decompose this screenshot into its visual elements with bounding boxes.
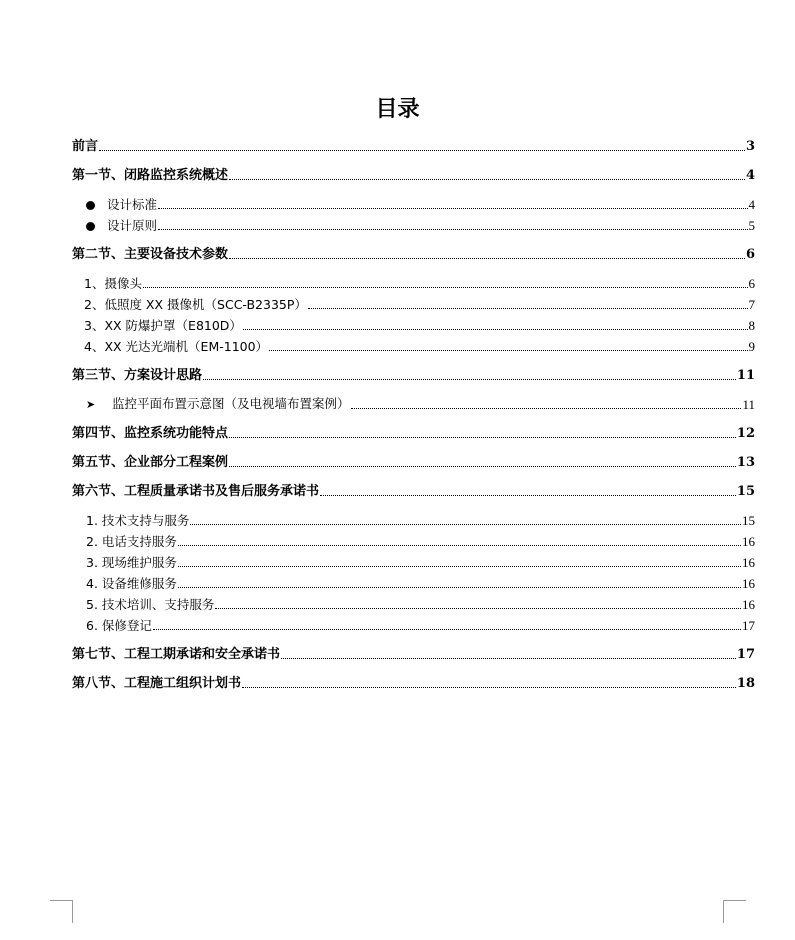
dot-leader	[242, 686, 736, 688]
toc-title: 目录	[375, 97, 420, 122]
toc-page-number: 15	[742, 513, 755, 528]
toc-subsection-entry[interactable]	[86, 194, 755, 215]
toc-page-number: 15	[736, 484, 755, 499]
toc-page-number: 17	[736, 647, 755, 662]
toc-page-number: 7	[748, 297, 755, 312]
toc-subsection-entry[interactable]	[84, 336, 755, 357]
toc-entry-label	[72, 452, 228, 473]
toc-page-number: 16	[742, 534, 755, 549]
toc-subsection-entry[interactable]	[86, 531, 755, 552]
toc-entry-text: 第三节、方案设计思路	[72, 368, 203, 383]
toc-subsection-entry[interactable]	[86, 510, 755, 531]
toc-entry-label	[84, 294, 307, 315]
toc-page-number: 12	[736, 426, 755, 441]
toc-section-entry[interactable]	[72, 423, 755, 444]
toc-entry-text: 第七节、工程工期承诺和安全承诺书	[72, 647, 281, 662]
toc-entry-label	[86, 594, 214, 615]
dot-leader	[281, 657, 736, 659]
toc-page-number: 11	[736, 368, 755, 383]
dot-leader	[229, 436, 736, 438]
toc-entry-label	[72, 644, 280, 665]
toc-entry-text: 第四节、监控系统功能特点	[72, 426, 229, 441]
toc-section-entry[interactable]	[72, 673, 755, 694]
dot-leader	[178, 565, 741, 567]
toc-entry-text: 监控平面布置示意图（及电视墙布置案例）	[112, 396, 350, 411]
toc-entry-label	[86, 510, 189, 531]
toc-subsection-entry[interactable]	[84, 315, 755, 336]
dot-leader	[308, 307, 748, 309]
toc-entry-text: 前言	[72, 139, 99, 154]
toc-page-number: 11	[742, 397, 755, 412]
dot-leader	[243, 328, 748, 330]
toc-entry-label	[86, 615, 152, 636]
toc-subsection-entry[interactable]	[86, 594, 755, 615]
toc-subsection-entry[interactable]	[86, 215, 755, 236]
toc-section-entry[interactable]	[72, 481, 755, 502]
toc-entry-text: 3、XX 防爆护罩（E810D）	[84, 318, 242, 333]
toc-entry-text: 3. 现场维护服务	[86, 555, 177, 570]
toc-page-number: 6	[748, 276, 755, 291]
toc-entry-label	[72, 365, 202, 386]
dot-leader	[229, 257, 745, 259]
toc-page-number: 16	[742, 555, 755, 570]
dot-leader	[351, 407, 742, 409]
toc-entry-label	[86, 194, 157, 215]
toc-entry-label	[72, 165, 228, 186]
toc-entry-label	[86, 552, 177, 573]
toc-entry-label	[72, 244, 228, 265]
toc-page-number: 13	[736, 455, 755, 470]
toc-entry-text: 第一节、闭路监控系统概述	[72, 168, 229, 183]
dot-leader	[153, 628, 741, 630]
dot-leader	[143, 286, 748, 288]
toc-subsection-entry[interactable]	[84, 294, 755, 315]
toc-entry-label	[86, 531, 177, 552]
dot-leader	[158, 228, 747, 230]
toc-page-number: 16	[742, 576, 755, 591]
toc-entry-label	[86, 573, 177, 594]
toc-section-entry[interactable]	[72, 165, 755, 186]
toc-page-number: 6	[745, 247, 755, 262]
toc-section-entry[interactable]	[72, 452, 755, 473]
toc-entry-text: 4、XX 光达光端机（EM-1100）	[84, 339, 269, 354]
toc-entry-text: 5. 技术培训、支持服务	[86, 597, 215, 612]
toc-page-number: 3	[745, 139, 755, 154]
toc-entry-text: 设计原则	[107, 218, 158, 233]
toc-section-entry[interactable]	[72, 136, 755, 157]
dot-leader	[203, 378, 736, 380]
toc-entry-label	[84, 336, 268, 357]
toc-entry-label	[72, 136, 98, 157]
bullet-icon	[86, 222, 95, 231]
toc-page-number: 4	[745, 168, 755, 183]
toc-entry-label	[86, 215, 157, 236]
toc-entry-text: 第五节、企业部分工程案例	[72, 455, 229, 470]
toc-section-entry[interactable]	[72, 244, 755, 265]
toc-entry-label	[86, 393, 350, 415]
dot-leader	[229, 178, 745, 180]
toc-entry-text: 第二节、主要设备技术参数	[72, 247, 229, 262]
dot-leader	[99, 149, 745, 151]
dot-leader	[269, 349, 747, 351]
toc-page-number: 18	[736, 676, 755, 691]
toc-page-number: 17	[742, 618, 755, 633]
toc-entry-label	[72, 673, 241, 694]
toc-section-entry[interactable]	[72, 644, 755, 665]
toc-subsection-entry[interactable]	[84, 273, 755, 294]
toc-entry-text: 第六节、工程质量承诺书及售后服务承诺书	[72, 484, 320, 499]
bullet-icon	[86, 201, 95, 210]
toc-page-number: 16	[742, 597, 755, 612]
dot-leader	[178, 544, 741, 546]
toc-entry-text: 4. 设备维修服务	[86, 576, 177, 591]
toc-entry-text: 1. 技术支持与服务	[86, 513, 190, 528]
toc-entry-text: 1、摄像头	[84, 276, 142, 291]
toc-entry-label	[84, 315, 242, 336]
toc-entry-text: 设计标准	[107, 197, 158, 212]
arrow-bullet-icon: ➤	[86, 398, 96, 411]
dot-leader	[215, 607, 741, 609]
toc-page-number: 5	[748, 218, 755, 233]
toc-entry-text: 6. 保修登记	[86, 618, 152, 633]
dot-leader	[229, 465, 736, 467]
toc-entry-text: 第八节、工程施工组织计划书	[72, 676, 242, 691]
toc-page-number: 9	[748, 339, 755, 354]
toc-entry-label	[72, 423, 228, 444]
dot-leader	[158, 207, 747, 209]
page-corner-mark-left	[50, 900, 73, 923]
toc-page-number: 8	[748, 318, 755, 333]
toc-entry-label	[72, 481, 319, 502]
toc-subsection-entry[interactable]	[86, 552, 755, 573]
toc-subsection-entry[interactable]	[86, 394, 755, 415]
dot-leader	[320, 494, 736, 496]
dot-leader	[190, 523, 741, 525]
toc-entry-label	[84, 273, 142, 294]
toc-page-number: 4	[748, 197, 755, 212]
toc-subsection-entry[interactable]	[86, 573, 755, 594]
toc-entry-text: 2. 电话支持服务	[86, 534, 177, 549]
toc-entry-text: 2、低照度 XX 摄像机（SCC-B2335P）	[84, 297, 307, 312]
toc-subsection-entry[interactable]	[86, 615, 755, 636]
toc-section-entry[interactable]	[72, 365, 755, 386]
dot-leader	[178, 586, 741, 588]
page-corner-mark-right	[723, 900, 746, 923]
